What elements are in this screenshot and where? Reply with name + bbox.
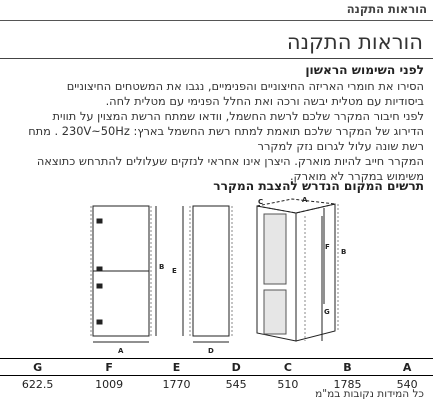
top-header-bar — [0, 0, 433, 21]
front-label-a: A — [118, 347, 124, 355]
iso-label-g: G — [324, 308, 330, 316]
instruction-line-3: לפני חיבור המקרר שלכם לרשת החשמל, וודאו שמתח הרשת המצוין על תווית — [52, 109, 424, 123]
side-view — [183, 206, 232, 342]
dimensions-header-row — [0, 359, 433, 376]
header-title: הוראות התקנה — [346, 2, 427, 16]
dimension-value: 1785 — [333, 377, 362, 391]
dimension-value: 540 — [396, 377, 418, 391]
diagram-heading: תרשים המקום הנדרש להצבת המקרר — [213, 179, 424, 193]
dimension-header: A — [381, 359, 433, 376]
instruction-line-4: הדירוג של המקרר שלכם תואמת למתח רשת החשמל בארץ: 230V~50Hz . מתח — [28, 124, 424, 138]
refrigerator-dimension-diagram — [0, 196, 433, 356]
dimension-header: G — [0, 359, 75, 376]
iso-upper-door — [264, 214, 286, 284]
dimension-value: 1009 — [95, 377, 124, 391]
dimension-header: B — [314, 359, 381, 376]
units-footnote: כל המידות נקובות במ"מ — [315, 388, 424, 400]
front-view-hinge — [97, 284, 102, 288]
dimension-header: C — [262, 359, 314, 376]
instruction-line-7: משימוש במקרר לא מוארק. — [289, 169, 424, 183]
iso-side-face — [296, 204, 335, 341]
instruction-line-6: המקרר חייב להיות מוארק. היצרן אינו אחראי לנזקים שעלולים להתרחש כתוצאה — [36, 154, 424, 168]
instruction-line-5: רשת שונה עלול לגרום נזק למקרר — [257, 139, 424, 153]
front-label-b: B — [159, 263, 165, 271]
instruction-line-1: הסירו את חומרי האריזה החיצוניים והפנימיים, נגבו את המשטחים החיצוניים — [66, 79, 424, 93]
dimension-value: 545 — [225, 377, 247, 391]
iso-label-c: C — [258, 198, 264, 206]
isometric-view — [257, 199, 338, 341]
dimension-header: F — [75, 359, 142, 376]
front-view-hinge — [97, 267, 102, 271]
before-first-use-heading: לפני השימוש הראשון — [305, 63, 424, 77]
side-view-cabinet — [193, 206, 229, 336]
dimensions-table — [0, 358, 433, 392]
front-view — [91, 206, 156, 342]
iso-top-face — [257, 199, 335, 213]
title-divider — [0, 58, 433, 59]
instruction-line-2: ביסודיות עם מטלית יבשה ורכה ואת החלל הפנימי עם מטלית לחה. — [105, 94, 424, 108]
iso-label-f: F — [325, 243, 330, 251]
page-title: הוראות התקנה — [286, 30, 423, 54]
iso-label-b: B — [341, 248, 347, 256]
iso-lower-door — [264, 290, 286, 334]
front-view-hinge — [97, 320, 102, 324]
side-label-d: D — [208, 347, 214, 355]
dimension-value: 510 — [277, 377, 299, 391]
dimension-value: 622.5 — [21, 377, 54, 391]
front-view-hinge — [97, 219, 102, 223]
dimension-header: E — [143, 359, 210, 376]
dimension-header: D — [210, 359, 262, 376]
dimension-value: 1770 — [162, 377, 191, 391]
side-label-e: E — [172, 267, 177, 275]
iso-label-a: A — [302, 196, 308, 204]
